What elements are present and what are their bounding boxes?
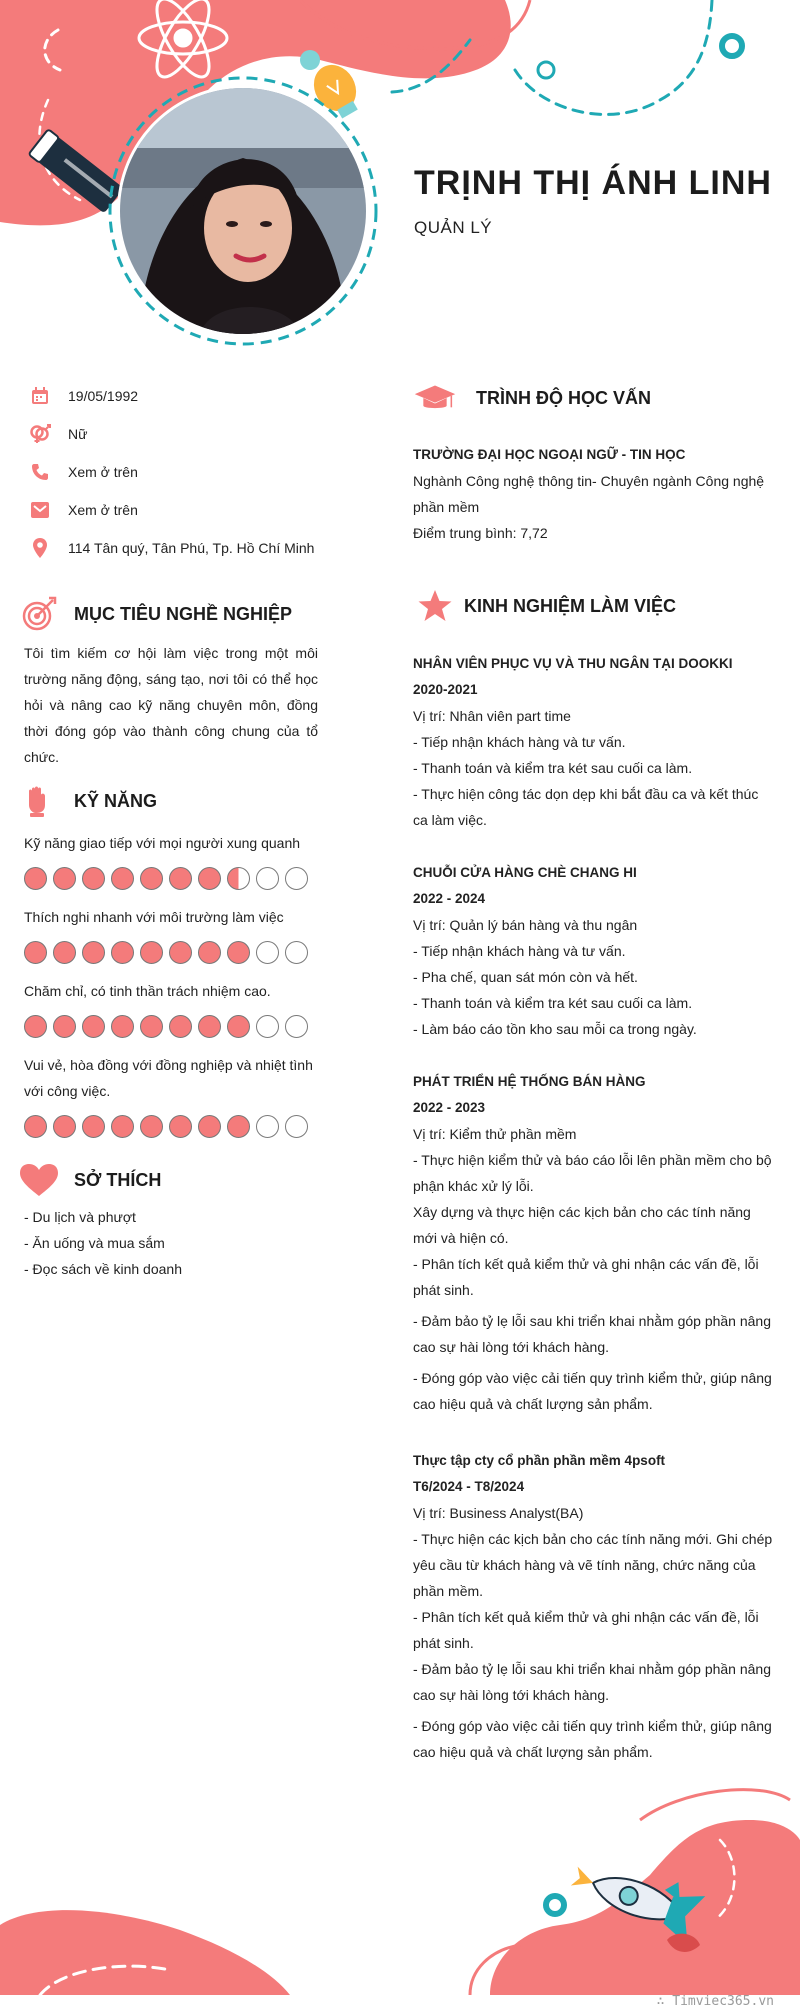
contact-email: [28, 495, 328, 525]
job-bullet: - Pha chế, quan sát món còn và hết.: [413, 969, 638, 985]
rating-dot: [111, 1115, 134, 1138]
contact-birthday: [28, 381, 328, 411]
rating-dot: [24, 867, 47, 890]
job-period: T6/2024 - T8/2024: [413, 1479, 525, 1494]
section-title: KINH NGHIỆM LÀM VIỆC: [464, 595, 677, 616]
job-bullet: - Đóng góp vào việc cải tiến quy trình kiểm thử, giúp nâng cao hiệu quả và chất lượng sản phẩm.: [413, 1370, 772, 1412]
gpa: Điểm trung bình: 7,72: [413, 525, 548, 541]
job-entry: [413, 651, 775, 833]
contact-text: 19/05/1992: [68, 388, 139, 404]
rating-dot: [256, 1115, 279, 1138]
job-position: Vị trí: Quản lý bán hàng và thu ngân: [413, 917, 638, 933]
contact-text: Xem ở trên: [68, 464, 138, 480]
fist-icon: [18, 781, 60, 821]
job-period: 2022 - 2024: [413, 891, 486, 906]
section-title: KỸ NĂNG: [74, 790, 158, 811]
contact-gender: [28, 419, 328, 449]
rating-dot: [256, 941, 279, 964]
job-bullet: - Phân tích kết quả kiểm thử và ghi nhận các vấn đề, lỗi phát sinh.: [413, 1609, 759, 1651]
job-bullet: - Thực hiện kiểm thử và báo cáo lỗi lên phần mềm cho bộ phận khác xử lý lỗi.: [413, 1152, 772, 1194]
graduation-cap-icon: [414, 378, 456, 418]
job-bullet: - Thanh toán và kiểm tra két sau cuối ca làm.: [413, 995, 693, 1011]
job-entry: [413, 1448, 775, 1765]
job-company: Thực tập cty cổ phần phần mềm 4psoft: [413, 1453, 666, 1468]
rating-dot: [82, 941, 105, 964]
rating-dot: [285, 867, 308, 890]
job-bullet: - Đảm bảo tỷ lẹ lỗi sau khi triển khai nhằm góp phần nâng cao sự hài lòng tới khách hàng.: [413, 1661, 771, 1703]
rating-dot: [198, 867, 221, 890]
location-pin-icon: [28, 536, 52, 560]
rating-dot: [53, 941, 76, 964]
rating-dot: [227, 1015, 250, 1038]
rating-dot: [24, 941, 47, 964]
skill-name: Chăm chỉ, có tinh thần trách nhiệm cao.: [24, 983, 271, 999]
profile-name: TRỊNH THỊ ÁNH LINH: [414, 164, 772, 202]
job-position: Vị trí: Kiểm thử phần mềm: [413, 1126, 577, 1142]
school-name: TRƯỜNG ĐẠI HỌC NGOẠI NGỮ - TIN HỌC: [413, 447, 686, 462]
education-heading: [414, 378, 651, 418]
rating-dot: [169, 1115, 192, 1138]
rating-dot: [256, 867, 279, 890]
list-item: - Đọc sách về kinh doanh: [24, 1261, 182, 1277]
rating-dot: [140, 1115, 163, 1138]
star-icon: [414, 586, 456, 626]
experience-heading: [414, 586, 676, 626]
rating-dot: [169, 941, 192, 964]
footer-decoration: [0, 1780, 800, 1995]
rating-dot: [111, 867, 134, 890]
objective-text: Tôi tìm kiếm cơ hội làm việc trong một môi trường năng động, sáng tạo, nơi tôi có thể học hỏi và nâng cao kỹ năng chuyên môn, đồng thời đóng góp vào thành công chung của tổ chức.: [24, 645, 318, 765]
rating-dot: [227, 941, 250, 964]
rating-dot: [111, 1015, 134, 1038]
job-bullet: Xây dựng và thực hiện các kịch bản cho các tính năng mới và hiện có.: [413, 1204, 751, 1246]
rating-dot: [24, 1015, 47, 1038]
skill-name: Thích nghi nhanh với môi trường làm việc: [24, 909, 284, 925]
contact-text: Nữ: [68, 426, 88, 442]
job-company: PHÁT TRIỂN HỆ THỐNG BÁN HÀNG: [413, 1074, 646, 1089]
hobbies-heading: [18, 1160, 161, 1200]
contact-text: 114 Tân quý, Tân Phú, Tp. Hồ Chí Minh: [68, 540, 315, 556]
profile-title: QUẢN LÝ: [414, 218, 493, 237]
rating-dot: [198, 941, 221, 964]
contact-address: [28, 533, 328, 563]
rating-dot: [169, 1015, 192, 1038]
skill-rating: [24, 1015, 308, 1038]
section-title: SỞ THÍCH: [74, 1169, 162, 1190]
rating-dot: [53, 1115, 76, 1138]
job-bullet: - Thực hiện các kịch bản cho các tính năng mới. Ghi chép yêu cầu từ khách hàng và vẽ tính năng, chức năng của phần mềm.: [413, 1531, 773, 1599]
list-item: - Du lịch và phượt: [24, 1209, 136, 1225]
hobbies-list: [24, 1204, 182, 1282]
rating-dot: [24, 1115, 47, 1138]
gender-icon: [28, 422, 52, 446]
rating-dot: [198, 1115, 221, 1138]
rating-dot: [169, 867, 192, 890]
job-bullet: - Phân tích kết quả kiểm thử và ghi nhận các vấn đề, lỗi phát sinh.: [413, 1256, 759, 1298]
rating-dot: [53, 867, 76, 890]
job-bullet: - Làm báo cáo tồn kho sau mỗi ca trong ngày.: [413, 1021, 697, 1037]
job-position: Vị trí: Business Analyst(BA): [413, 1505, 584, 1521]
email-icon: [28, 498, 52, 522]
calendar-icon: [28, 384, 52, 408]
contact-phone: [28, 457, 328, 487]
profile-photo: [120, 88, 366, 334]
job-company: NHÂN VIÊN PHỤC VỤ VÀ THU NGÂN TẠI DOOKKI: [413, 656, 733, 671]
job-entry: [413, 1069, 775, 1417]
rating-dot: [111, 941, 134, 964]
rating-dot: [256, 1015, 279, 1038]
skill-rating: [24, 941, 308, 964]
rating-dot: [227, 867, 250, 890]
skill-name: Kỹ năng giao tiếp với mọi người xung quanh: [24, 835, 301, 851]
job-period: 2022 - 2023: [413, 1100, 486, 1115]
rating-dot: [198, 1015, 221, 1038]
job-bullet: - Đóng góp vào việc cải tiến quy trình kiểm thử, giúp nâng cao hiệu quả và chất lượng sản phẩm.: [413, 1718, 772, 1760]
skill-name: Vui vẻ, hòa đồng với đồng nghiệp và nhiệt tình với công việc.: [24, 1057, 313, 1099]
major: Nghành Công nghệ thông tin- Chuyên ngành Công nghệ phần mềm: [413, 473, 765, 515]
rating-dot: [82, 1015, 105, 1038]
job-bullet: - Đảm bảo tỷ lẹ lỗi sau khi triển khai nhằm góp phần nâng cao sự hài lòng tới khách hàng.: [413, 1313, 771, 1355]
rating-dot: [82, 867, 105, 890]
watermark: ∴ Timviec365.vn: [656, 1994, 774, 2009]
heart-icon: [18, 1160, 60, 1200]
job-bullet: - Tiếp nhận khách hàng và tư vấn.: [413, 734, 626, 750]
phone-icon: [28, 460, 52, 484]
section-title: MỤC TIÊU NGHỀ NGHIỆP: [74, 603, 293, 624]
job-period: 2020-2021: [413, 682, 478, 697]
job-bullet: - Tiếp nhận khách hàng và tư vấn.: [413, 943, 626, 959]
list-item: - Ăn uống và mua sắm: [24, 1235, 165, 1251]
objective-heading: [18, 594, 292, 634]
job-bullet: - Thanh toán và kiểm tra két sau cuối ca làm.: [413, 760, 693, 776]
job-company: CHUỖI CỬA HÀNG CHÈ CHANG HI: [413, 865, 637, 880]
contact-text: Xem ở trên: [68, 502, 138, 518]
rating-dot: [140, 1015, 163, 1038]
rating-dot: [285, 941, 308, 964]
job-position: Vị trí: Nhân viên part time: [413, 708, 571, 724]
job-bullet: - Thực hiện công tác dọn dẹp khi bắt đầu ca và kết thúc ca làm việc.: [413, 786, 759, 828]
skill-rating: [24, 867, 308, 890]
rating-dot: [227, 1115, 250, 1138]
rating-dot: [140, 867, 163, 890]
section-title: TRÌNH ĐỘ HỌC VẤN: [476, 387, 651, 408]
rating-dot: [82, 1115, 105, 1138]
skills-heading: [18, 781, 157, 821]
rating-dot: [285, 1015, 308, 1038]
target-icon: [18, 594, 60, 634]
rating-dot: [285, 1115, 308, 1138]
rating-dot: [140, 941, 163, 964]
skill-rating: [24, 1115, 308, 1138]
job-entry: [413, 860, 775, 1042]
education-entry: [413, 442, 773, 546]
rating-dot: [53, 1015, 76, 1038]
